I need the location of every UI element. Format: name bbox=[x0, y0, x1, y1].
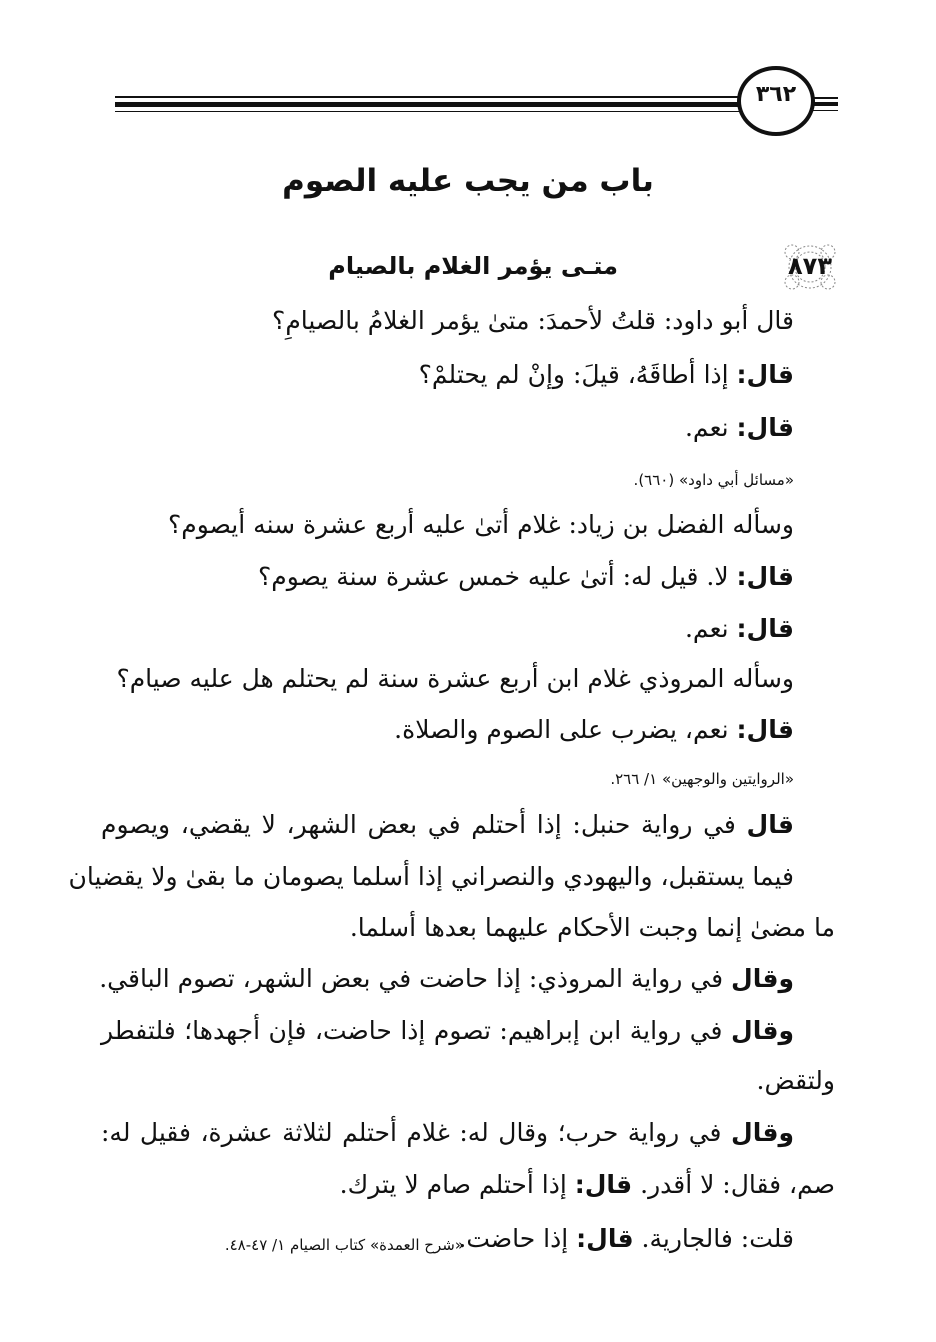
header-rule-right-top bbox=[812, 97, 838, 99]
source-citation: «شرح العمدة» كتاب الصيام ١/ ٤٧-٤٨. bbox=[224, 1236, 464, 1254]
speaker-label: قال: bbox=[736, 562, 794, 591]
speaker-label: قال: bbox=[736, 413, 794, 442]
text-line bbox=[258, 562, 794, 591]
chapter-title: باب من يجب عليه الصوم bbox=[282, 163, 654, 199]
text-line bbox=[685, 614, 794, 643]
source-citation: «مسائل أبي داود» (٦٦٠). bbox=[633, 471, 794, 489]
line-text: في رواية ابن إبراهيم: تصوم إذا حاضت، فإن أجهدها؛ فلتفطر bbox=[101, 1016, 731, 1045]
line-text: صم، فقال: لا أقدر. bbox=[632, 1170, 835, 1199]
text-line bbox=[419, 360, 794, 389]
text-line bbox=[101, 810, 794, 839]
text-line: قال أبو داود: قلتُ لأحمدَ: متىٰ يؤمر الغلامُ بالصيامِ؟ bbox=[272, 306, 794, 335]
text-line: وسأله الفضل بن زياد: غلام أتىٰ عليه أربع عشرة سنه أيصوم؟ bbox=[167, 510, 794, 539]
text-line bbox=[394, 715, 794, 744]
text-line bbox=[101, 1118, 794, 1147]
speaker-label: قال: bbox=[736, 360, 794, 389]
line-text: في رواية حنبل: إذا أحتلم في بعض الشهر، لا يقضي، ويصوم bbox=[101, 810, 747, 839]
issue-number: ٨٧٣ bbox=[788, 252, 832, 280]
line-text: نعم، يضرب على الصوم والصلاة. bbox=[394, 715, 737, 744]
text-line: ما مضىٰ إنما وجبت الأحكام عليهما بعدها أسلما. bbox=[349, 913, 835, 942]
line-text: لا. قيل له: أتىٰ عليه خمس عشرة سنة يصوم؟ bbox=[257, 562, 737, 591]
line-text: إذا حاضت. bbox=[458, 1224, 577, 1253]
speaker-label: قال: bbox=[574, 1170, 633, 1199]
issue-title: متـى يؤمر الغلام بالصيام bbox=[328, 252, 618, 280]
speaker-label: قال: bbox=[576, 1224, 634, 1253]
line-text: نعم. bbox=[684, 413, 737, 442]
speaker-label: وقال bbox=[731, 1016, 794, 1045]
line-text: نعم. bbox=[684, 614, 737, 643]
text-line bbox=[340, 1170, 835, 1199]
page-number: ٣٦٢ bbox=[755, 82, 797, 107]
text-line bbox=[101, 1016, 794, 1045]
text-line: ولتقض. bbox=[756, 1066, 835, 1095]
speaker-label: وقال bbox=[731, 1118, 794, 1147]
source-citation: «الروايتين والوجهين» ١/ ٢٦٦. bbox=[610, 770, 794, 788]
line-text: في رواية حرب؛ وقال له: غلام أحتلم لثلاثة عشرة، فقيل له: bbox=[101, 1118, 731, 1147]
text-line: فيما يستقبل، واليهودي والنصراني إذا أسلما يصومان ما بقىٰ ولا يقضيان bbox=[68, 862, 794, 891]
header-rule-right-bottom bbox=[812, 110, 838, 111]
text-line bbox=[458, 1224, 794, 1253]
header-rule-bottom bbox=[115, 111, 743, 112]
line-text: في رواية المروذي: إذا حاضت في بعض الشهر، تصوم الباقي. bbox=[99, 964, 731, 993]
text-line bbox=[685, 413, 794, 442]
header-rule-top bbox=[115, 96, 743, 98]
line-text: قلت: فالجارية. bbox=[633, 1224, 794, 1253]
header-rule-thick bbox=[115, 102, 743, 107]
speaker-label: قال bbox=[746, 810, 794, 839]
text-line bbox=[101, 964, 794, 993]
speaker-label: قال: bbox=[736, 614, 794, 643]
text-line: وسأله المروذي غلام ابن أربع عشرة سنة لم يحتلم هل عليه صيام؟ bbox=[116, 664, 794, 693]
line-text: إذا أحتلم صام لا يترك. bbox=[339, 1170, 575, 1199]
speaker-label: وقال bbox=[731, 964, 794, 993]
speaker-label: قال: bbox=[736, 715, 794, 744]
header-rule-right-thick bbox=[812, 102, 838, 106]
line-text: إذا أطاقَهُ، قيلَ: وإنْ لم يحتلمْ؟ bbox=[418, 360, 737, 389]
